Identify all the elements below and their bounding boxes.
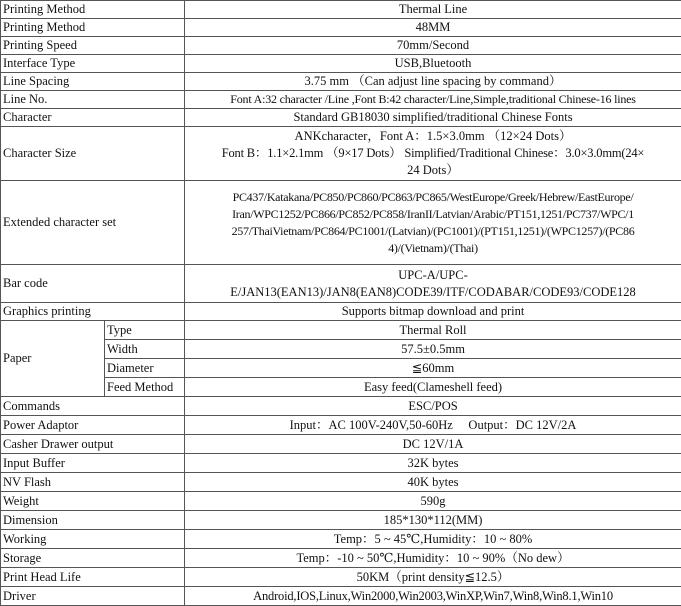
row-value: 3.75 mm （Can adjust line spacing by command）: [185, 73, 681, 91]
row-line-no: [1, 91, 681, 109]
row-label: Line No.: [1, 91, 185, 109]
row-label: Casher Drawer output: [1, 435, 185, 454]
row-value: [185, 265, 681, 303]
row-label: Driver: [1, 587, 185, 606]
row-value: Thermal Roll: [185, 321, 681, 340]
value-line: Iran/WPC1252/PC866/PC852/PC858/IranII/Latvian/Arabic/PT151,1251/PC737/WPC/1: [187, 206, 679, 223]
row-value: Thermal Line: [185, 1, 681, 19]
row-value: 590g: [185, 492, 681, 511]
row-label: Graphics printing: [1, 303, 185, 321]
value-line: E/JAN13(EAN13)/JAN8(EAN8)CODE39/ITF/CODABAR/CODE93/CODE128: [187, 284, 679, 301]
row-value: USB,Bluetooth: [185, 55, 681, 73]
row-label: Printing Speed: [1, 37, 185, 55]
row-label: Character Size: [1, 127, 185, 181]
row-value: 40K bytes: [185, 473, 681, 492]
row-commands: [1, 397, 681, 416]
row-label: Extended character set: [1, 181, 185, 265]
row-print-head-life: [1, 568, 681, 587]
row-label: Interface Type: [1, 55, 185, 73]
row-label: Weight: [1, 492, 185, 511]
sub-label: Width: [105, 340, 185, 359]
row-label: Working: [1, 530, 185, 549]
row-label: Bar code: [1, 265, 185, 303]
row-label: Line Spacing: [1, 73, 185, 91]
row-weight: [1, 492, 681, 511]
row-value: Temp：-10 ~ 50℃,Humidity：10 ~ 90%（No dew）: [185, 549, 681, 568]
row-label: Power Adaptor: [1, 416, 185, 435]
row-character: [1, 109, 681, 127]
row-power-adaptor: [1, 416, 681, 435]
row-label: Storage: [1, 549, 185, 568]
value-line: ANKcharacter，Font A：1.5×3.0mm （12×24 Dots）: [187, 128, 679, 145]
row-value: 70mm/Second: [185, 37, 681, 55]
value-line: UPC-A/UPC-: [187, 267, 679, 284]
row-value: 50KM（print density≦12.5）: [185, 568, 681, 587]
row-printing-method: [1, 1, 681, 19]
row-value: [185, 181, 681, 265]
row-label: NV Flash: [1, 473, 185, 492]
row-value: Easy feed(Clameshell feed): [185, 378, 681, 397]
row-input-buffer: [1, 454, 681, 473]
row-label: Printing Method: [1, 1, 185, 19]
row-bar-code: [1, 265, 681, 303]
row-value: Supports bitmap download and print: [185, 303, 681, 321]
row-label: Commands: [1, 397, 185, 416]
row-value: 57.5±0.5mm: [185, 340, 681, 359]
row-printing-speed: [1, 37, 681, 55]
row-paper-type: [1, 321, 681, 340]
row-value: Temp：5 ~ 45℃,Humidity：10 ~ 80%: [185, 530, 681, 549]
sub-label: Type: [105, 321, 185, 340]
row-value: 48MM: [185, 19, 681, 37]
row-value: Font A:32 character /Line ,Font B:42 character/Line,Simple,traditional Chinese-16 lines: [185, 91, 681, 109]
row-value: DC 12V/1A: [185, 435, 681, 454]
row-value: 32K bytes: [185, 454, 681, 473]
row-graphics-printing: [1, 303, 681, 321]
row-character-size: [1, 127, 681, 181]
row-label: Dimension: [1, 511, 185, 530]
row-value: ESC/POS: [185, 397, 681, 416]
row-line-spacing: [1, 73, 681, 91]
row-dimension: [1, 511, 681, 530]
sub-label: Diameter: [105, 359, 185, 378]
paper-label: Paper: [1, 321, 105, 397]
value-line: 24 Dots）: [187, 162, 679, 179]
sub-label: Feed Method: [105, 378, 185, 397]
row-value: 185*130*112(MM): [185, 511, 681, 530]
row-value: Input：AC 100V-240V,50-60Hz Output：DC 12V/2A: [185, 416, 681, 435]
row-value: [185, 127, 681, 181]
row-label: Printing Method: [1, 19, 185, 37]
row-value: ≦60mm: [185, 359, 681, 378]
value-line: PC437/Katakana/PC850/PC860/PC863/PC865/WestEurope/Greek/Hebrew/EastEurope/: [187, 189, 679, 206]
value-line: Font B：1.1×2.1mm （9×17 Dots） Simplified/Traditional Chinese：3.0×3.0mm(24×: [187, 145, 679, 162]
row-working: [1, 530, 681, 549]
value-line: 4)/(Vietnam)/(Thai): [187, 240, 679, 257]
row-label: Character: [1, 109, 185, 127]
row-printing-width: [1, 19, 681, 37]
value-line: 257/ThaiVietnam/PC864/PC1001/(Latvian)/(PC1001)/(PT151,1251)/(WPC1257)/(PC86: [187, 223, 679, 240]
row-cash-drawer: [1, 435, 681, 454]
row-nv-flash: [1, 473, 681, 492]
row-driver: [1, 587, 681, 606]
row-label: Input Buffer: [1, 454, 185, 473]
row-interface-type: [1, 55, 681, 73]
row-value: Standard GB18030 simplified/traditional Chinese Fonts: [185, 109, 681, 127]
row-label: Print Head Life: [1, 568, 185, 587]
row-extended-charset: [1, 181, 681, 265]
row-value: Android,IOS,Linux,Win2000,Win2003,WinXP,Win7,Win8,Win8.1,Win10: [185, 587, 681, 606]
row-storage: [1, 549, 681, 568]
